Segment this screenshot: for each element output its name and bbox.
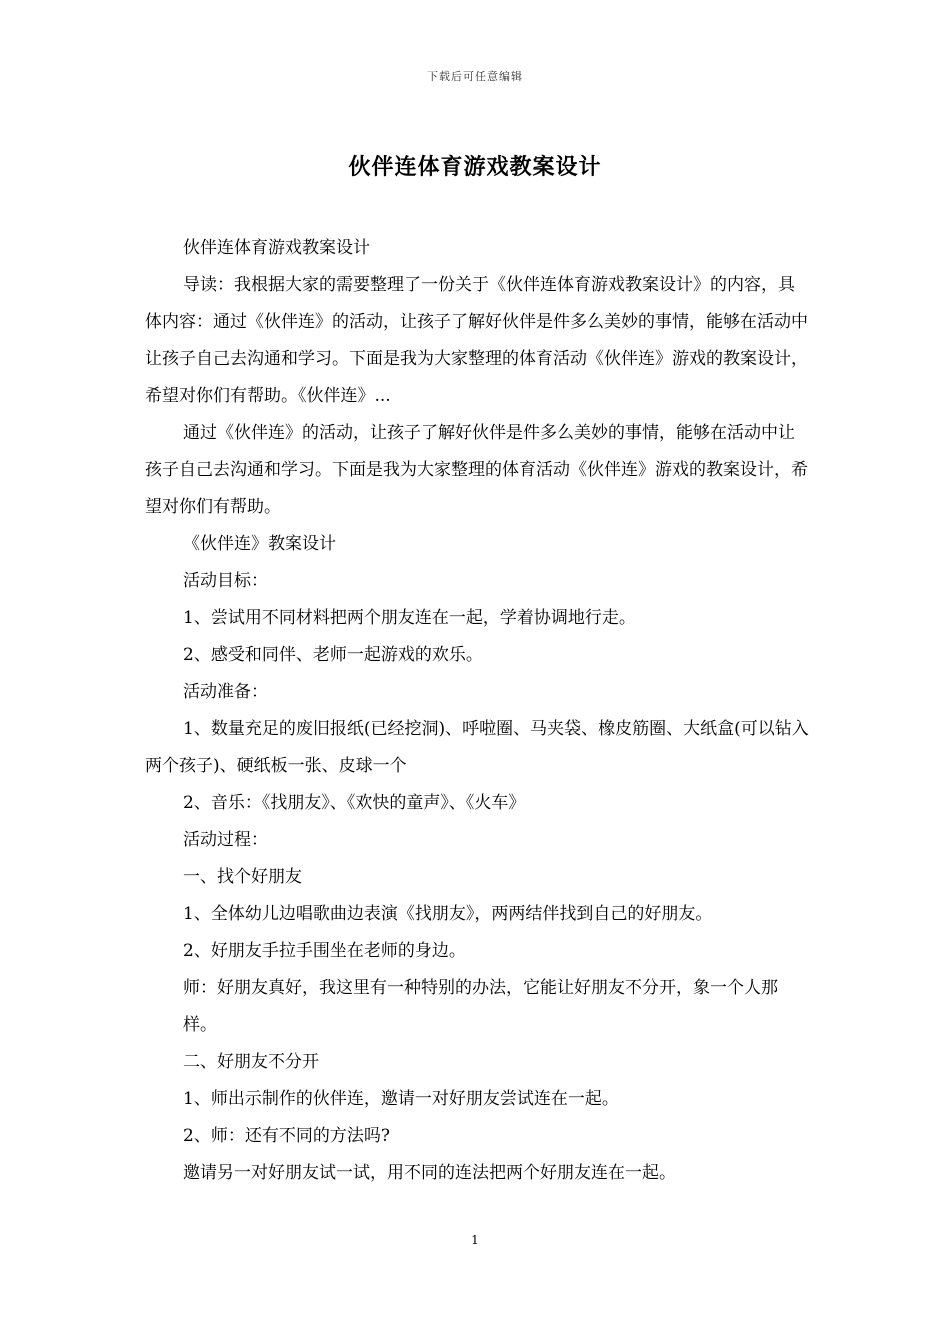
- paragraph-plan-title: 《伙伴连》教案设计: [183, 534, 336, 554]
- paragraph-goal-2: 2、感受和同伴、老师一起游戏的欢乐。: [183, 645, 483, 665]
- paragraph-subtitle: 伙伴连体育游戏教案设计: [183, 238, 370, 258]
- document-title: 伙伴连体育游戏教案设计: [348, 155, 602, 180]
- header-note: 下载后可任意编辑: [427, 70, 523, 83]
- paragraph-intro: 导读：我根据大家的需要整理了一份关于《伙伴连体育游戏教案设计》的内容，具体内容：通过《伙伴连》的活动，让孩子了解好伙伴是件多么美妙的事情，能够在活动中让孩子自己去沟通和学习。下面是我为大家整理的体育活动《伙伴连》游戏的教案设计，希望对你们有帮助。《伙伴连》...: [145, 275, 808, 406]
- paragraph-purpose: 通过《伙伴连》的活动，让孩子了解好伙伴是件多么美妙的事情，能够在活动中让孩子自己去沟通和学习。下面是我为大家整理的体育活动《伙伴连》游戏的教案设计，希望对你们有帮助。: [145, 423, 808, 517]
- paragraph-step-2-3: 邀请另一对好朋友试一试，用不同的连法把两个好朋友连在一起。: [183, 1163, 676, 1183]
- paragraph-prep-2: 2、音乐：《找朋友》、《欢快的童声》、《火车》: [183, 793, 526, 813]
- paragraph-step-1-2: 2、好朋友手拉手围坐在老师的身边。: [183, 941, 466, 961]
- paragraph-prep-1: 1、数量充足的废旧报纸(已经挖洞)、呼啦圈、马夹袋、橡皮筋圈、大纸盒(可以钻入两个孩子)、硬纸板一张、皮球一个: [145, 719, 809, 776]
- paragraph-teacher-quote: 师：好朋友真好，我这里有一种特别的办法，它能让好朋友不分开，象一个人那样。: [183, 978, 778, 1035]
- paragraph-step-1-1: 1、全体幼儿边唱歌曲边表演《找朋友》，两两结伴找到自己的好朋友。: [183, 904, 713, 924]
- paragraph-prep-heading: 活动准备：: [183, 682, 268, 702]
- paragraph-goals-heading: 活动目标：: [183, 571, 268, 591]
- page-number: 1: [471, 1233, 479, 1247]
- paragraph-step-2-1: 1、师出示制作的伙伴连，邀请一对好朋友尝试连在一起。: [183, 1089, 619, 1109]
- paragraph-section-1: 一、找个好朋友: [183, 867, 302, 887]
- document-body: [145, 230, 810, 1192]
- paragraph-goal-1: 1、尝试用不同材料把两个朋友连在一起，学着协调地行走。: [183, 608, 636, 628]
- paragraph-process-heading: 活动过程：: [183, 830, 268, 850]
- paragraph-step-2-2: 2、师：还有不同的方法吗?: [183, 1126, 390, 1146]
- paragraph-section-2: 二、好朋友不分开: [183, 1052, 319, 1072]
